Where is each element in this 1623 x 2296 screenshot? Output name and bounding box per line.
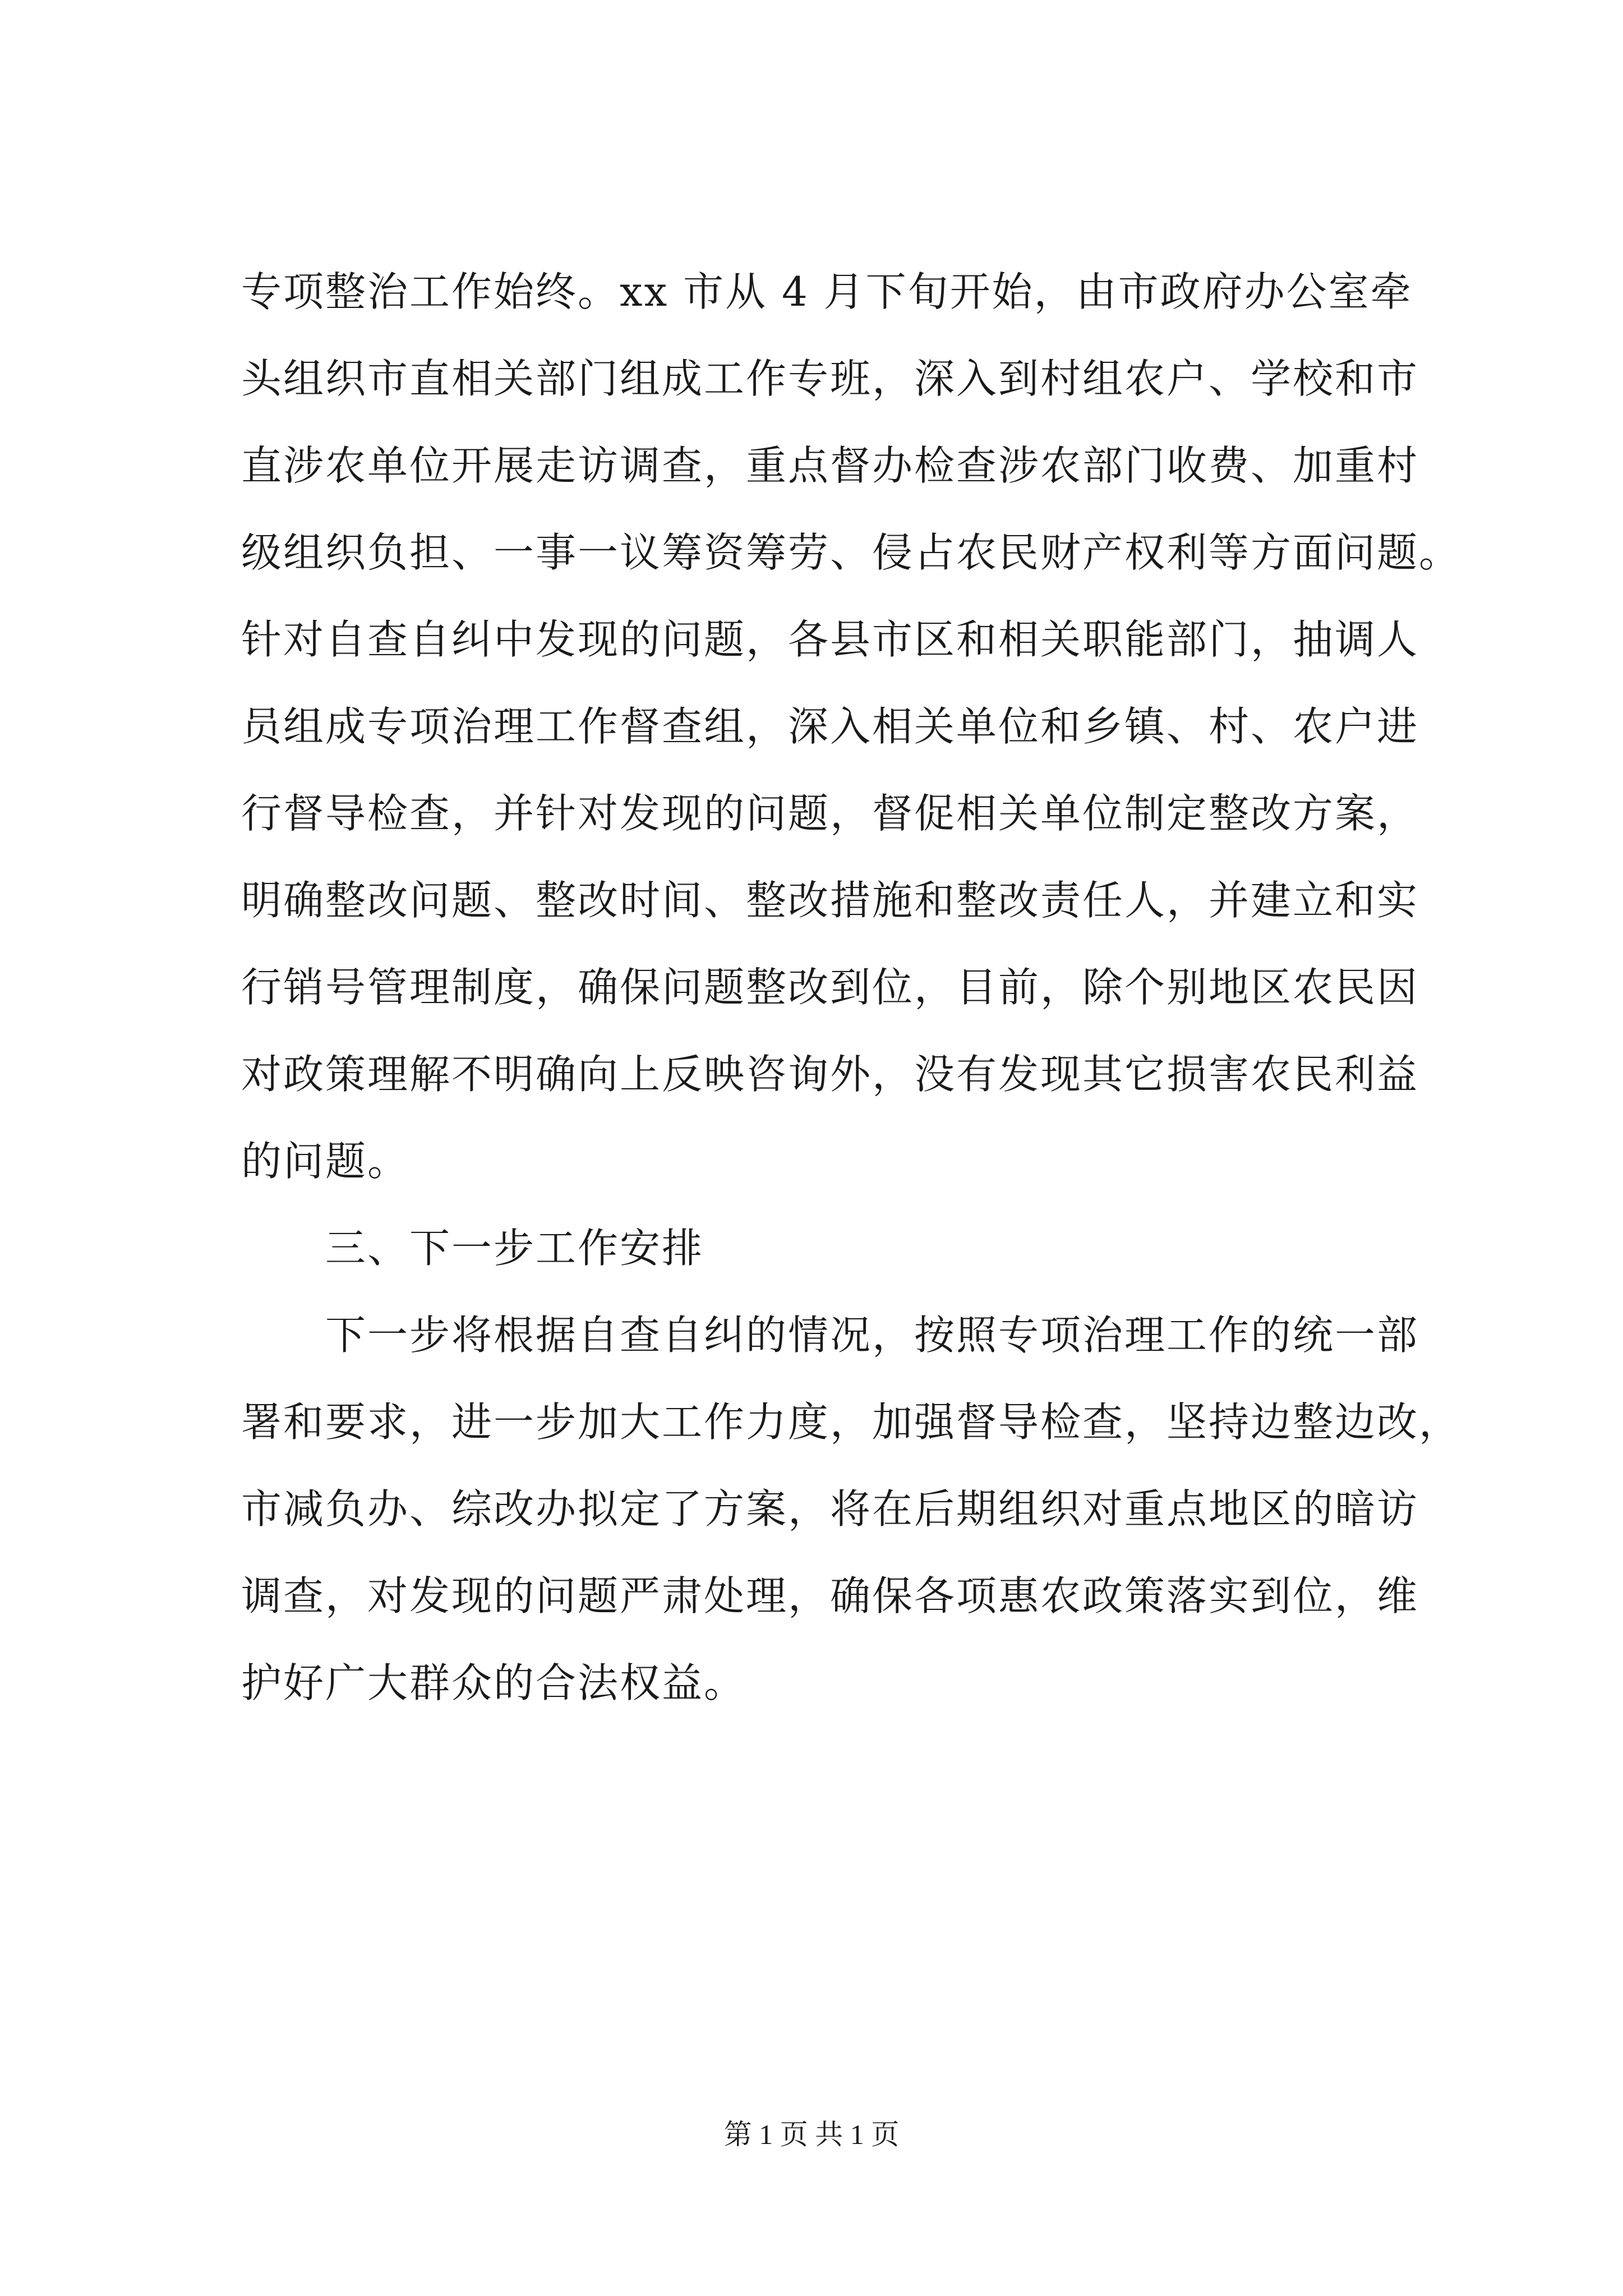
text-line: 员组成专项治理工作督查组，深入相关单位和乡镇、村、农户进 [241, 703, 1419, 750]
text-line: 针对自查自纠中发现的问题，各县市区和相关职能部门，抽调人 [241, 616, 1419, 663]
text-line: 的问题。 [241, 1138, 410, 1185]
text-line: 下一步将根据自查自纠的情况，按照专项治理工作的统一部 [325, 1312, 1419, 1359]
text-line: 头组织市直相关部门组成工作专班，深入到村组农户、学校和市 [241, 355, 1419, 402]
text-line: 调查，对发现的问题严肃处理，确保各项惠农政策落实到位，维 [241, 1572, 1419, 1619]
text-line: 护好广大群众的合法权益。 [241, 1659, 746, 1706]
text-line: 署和要求，进一步加大工作力度，加强督导检查，坚持边整边改， [241, 1398, 1461, 1446]
text-line: 级组织负担、一事一议筹资筹劳、侵占农民财产权利等方面问题。 [241, 529, 1461, 576]
text-line: 行销号管理制度，确保问题整改到位，目前，除个别地区农民因 [241, 964, 1419, 1011]
text-line: 专项整治工作始终。xx 市从 4 月下旬开始，由市政府办公室牵 [241, 268, 1413, 315]
section-heading: 三、下一步工作安排 [325, 1225, 704, 1272]
page-number-footer: 第 1 页 共 1 页 [723, 2119, 900, 2150]
text-line: 直涉农单位开展走访调查，重点督办检查涉农部门收费、加重村 [241, 442, 1419, 489]
text-line: 明确整改问题、整改时间、整改措施和整改责任人，并建立和实 [241, 877, 1419, 924]
text-line: 行督导检查，并针对发现的问题，督促相关单位制定整改方案， [241, 790, 1419, 837]
text-line: 对政策理解不明确向上反映咨询外，没有发现其它损害农民利益 [241, 1051, 1419, 1098]
text-line: 市减负办、综改办拟定了方案，将在后期组织对重点地区的暗访 [241, 1485, 1419, 1533]
